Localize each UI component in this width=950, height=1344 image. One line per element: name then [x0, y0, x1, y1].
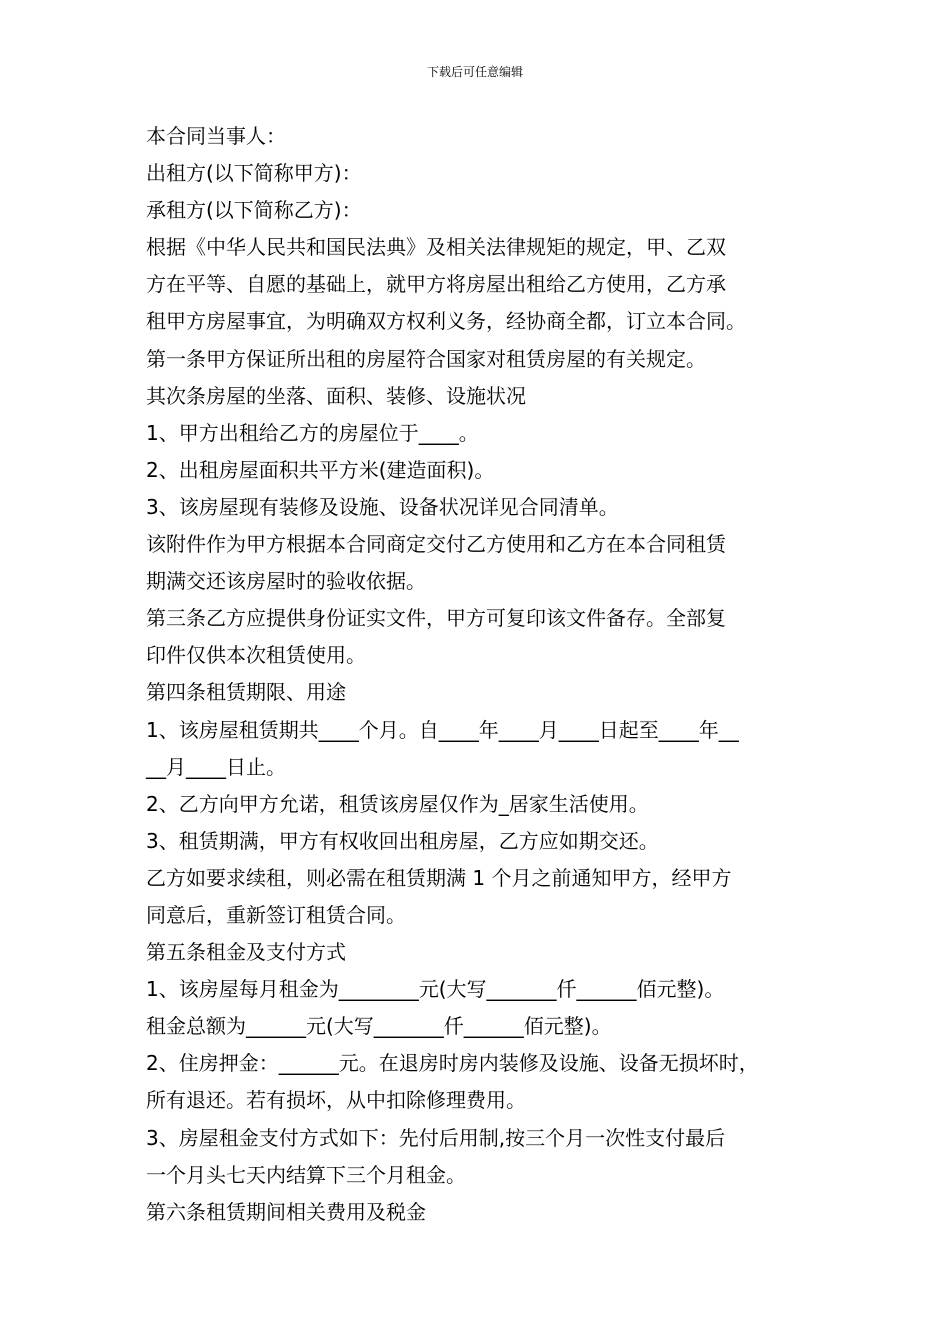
text-line: 2、出租房屋面积共平方米(建造面积)。 — [146, 457, 495, 482]
text-line: __月____日止。 — [146, 754, 286, 779]
text-line: 租甲方房屋事宜，为明确双方权利义务，经协商全都，订立本合同。 — [146, 309, 746, 334]
text-line: 租金总额为______元(大写_______仟______佰元整)。 — [146, 1014, 612, 1039]
text-line: 其次条房屋的坐落、面积、装修、设施状况 — [146, 383, 526, 408]
text-line: 2、住房押金：______元。在退房时房内装修及设施、设备无损坏时， — [146, 1051, 759, 1076]
contract-body — [146, 118, 816, 1231]
text-line: 第一条甲方保证所出租的房屋符合国家对租赁房屋的有关规定。 — [146, 346, 706, 371]
text-line: 3、租赁期满，甲方有权收回出租房屋，乙方应如期交还。 — [146, 828, 659, 853]
text-line: 印件仅供本次租赁使用。 — [146, 643, 366, 668]
text-line: 所有退还。若有损坏，从中扣除修理费用。 — [146, 1088, 526, 1113]
text-line: 根据《中华人民共和国民法典》及相关法律规矩的规定，甲、乙双 — [146, 235, 726, 260]
text-line: 第五条租金及支付方式 — [146, 940, 346, 965]
text-line: 期满交还该房屋时的验收依据。 — [146, 569, 426, 594]
text-line: 本合同当事人： — [146, 124, 286, 148]
text-line: 第三条乙方应提供身份证实文件，甲方可复印该文件备存。全部复 — [146, 606, 726, 631]
page-header: 下载后可任意编辑 — [426, 65, 523, 79]
text-line: 第四条租赁期限、用途 — [146, 680, 346, 705]
text-line: 承租方(以下简称乙方)： — [146, 198, 362, 223]
text-line: 方在平等、自愿的基础上，就甲方将房屋出租给乙方使用，乙方承 — [146, 272, 726, 297]
text-line: 1、该房屋租赁期共____个月。自____年____月____日起至____年__ — [146, 717, 739, 742]
text-line: 一个月头七天内结算下三个月租金。 — [146, 1162, 466, 1187]
text-line: 该附件作为甲方根据本合同商定交付乙方使用和乙方在本合同租赁 — [146, 532, 726, 557]
text-line: 1、甲方出租给乙方的房屋位于____。 — [146, 420, 479, 445]
text-line: 同意后，重新签订租赁合同。 — [146, 902, 406, 927]
text-line: 3、该房屋现有装修及设施、设备状况详见合同清单。 — [146, 494, 619, 519]
text-line: 出租方(以下简称甲方)： — [146, 161, 362, 186]
text-line: 1、该房屋每月租金为________元(大写_______仟______佰元整)。 — [146, 977, 725, 1002]
text-line: 2、乙方向甲方允诺，租赁该房屋仅作为_居家生活使用。 — [146, 791, 649, 816]
text-line: 3、房屋租金支付方式如下：先付后用制,按三个月一次性支付最后 — [146, 1125, 726, 1150]
text-line: 第六条租赁期间相关费用及税金 — [146, 1199, 426, 1224]
text-line: 乙方如要求续租，则必需在租赁期满 1 个月之前通知甲方，经甲方 — [146, 865, 732, 890]
